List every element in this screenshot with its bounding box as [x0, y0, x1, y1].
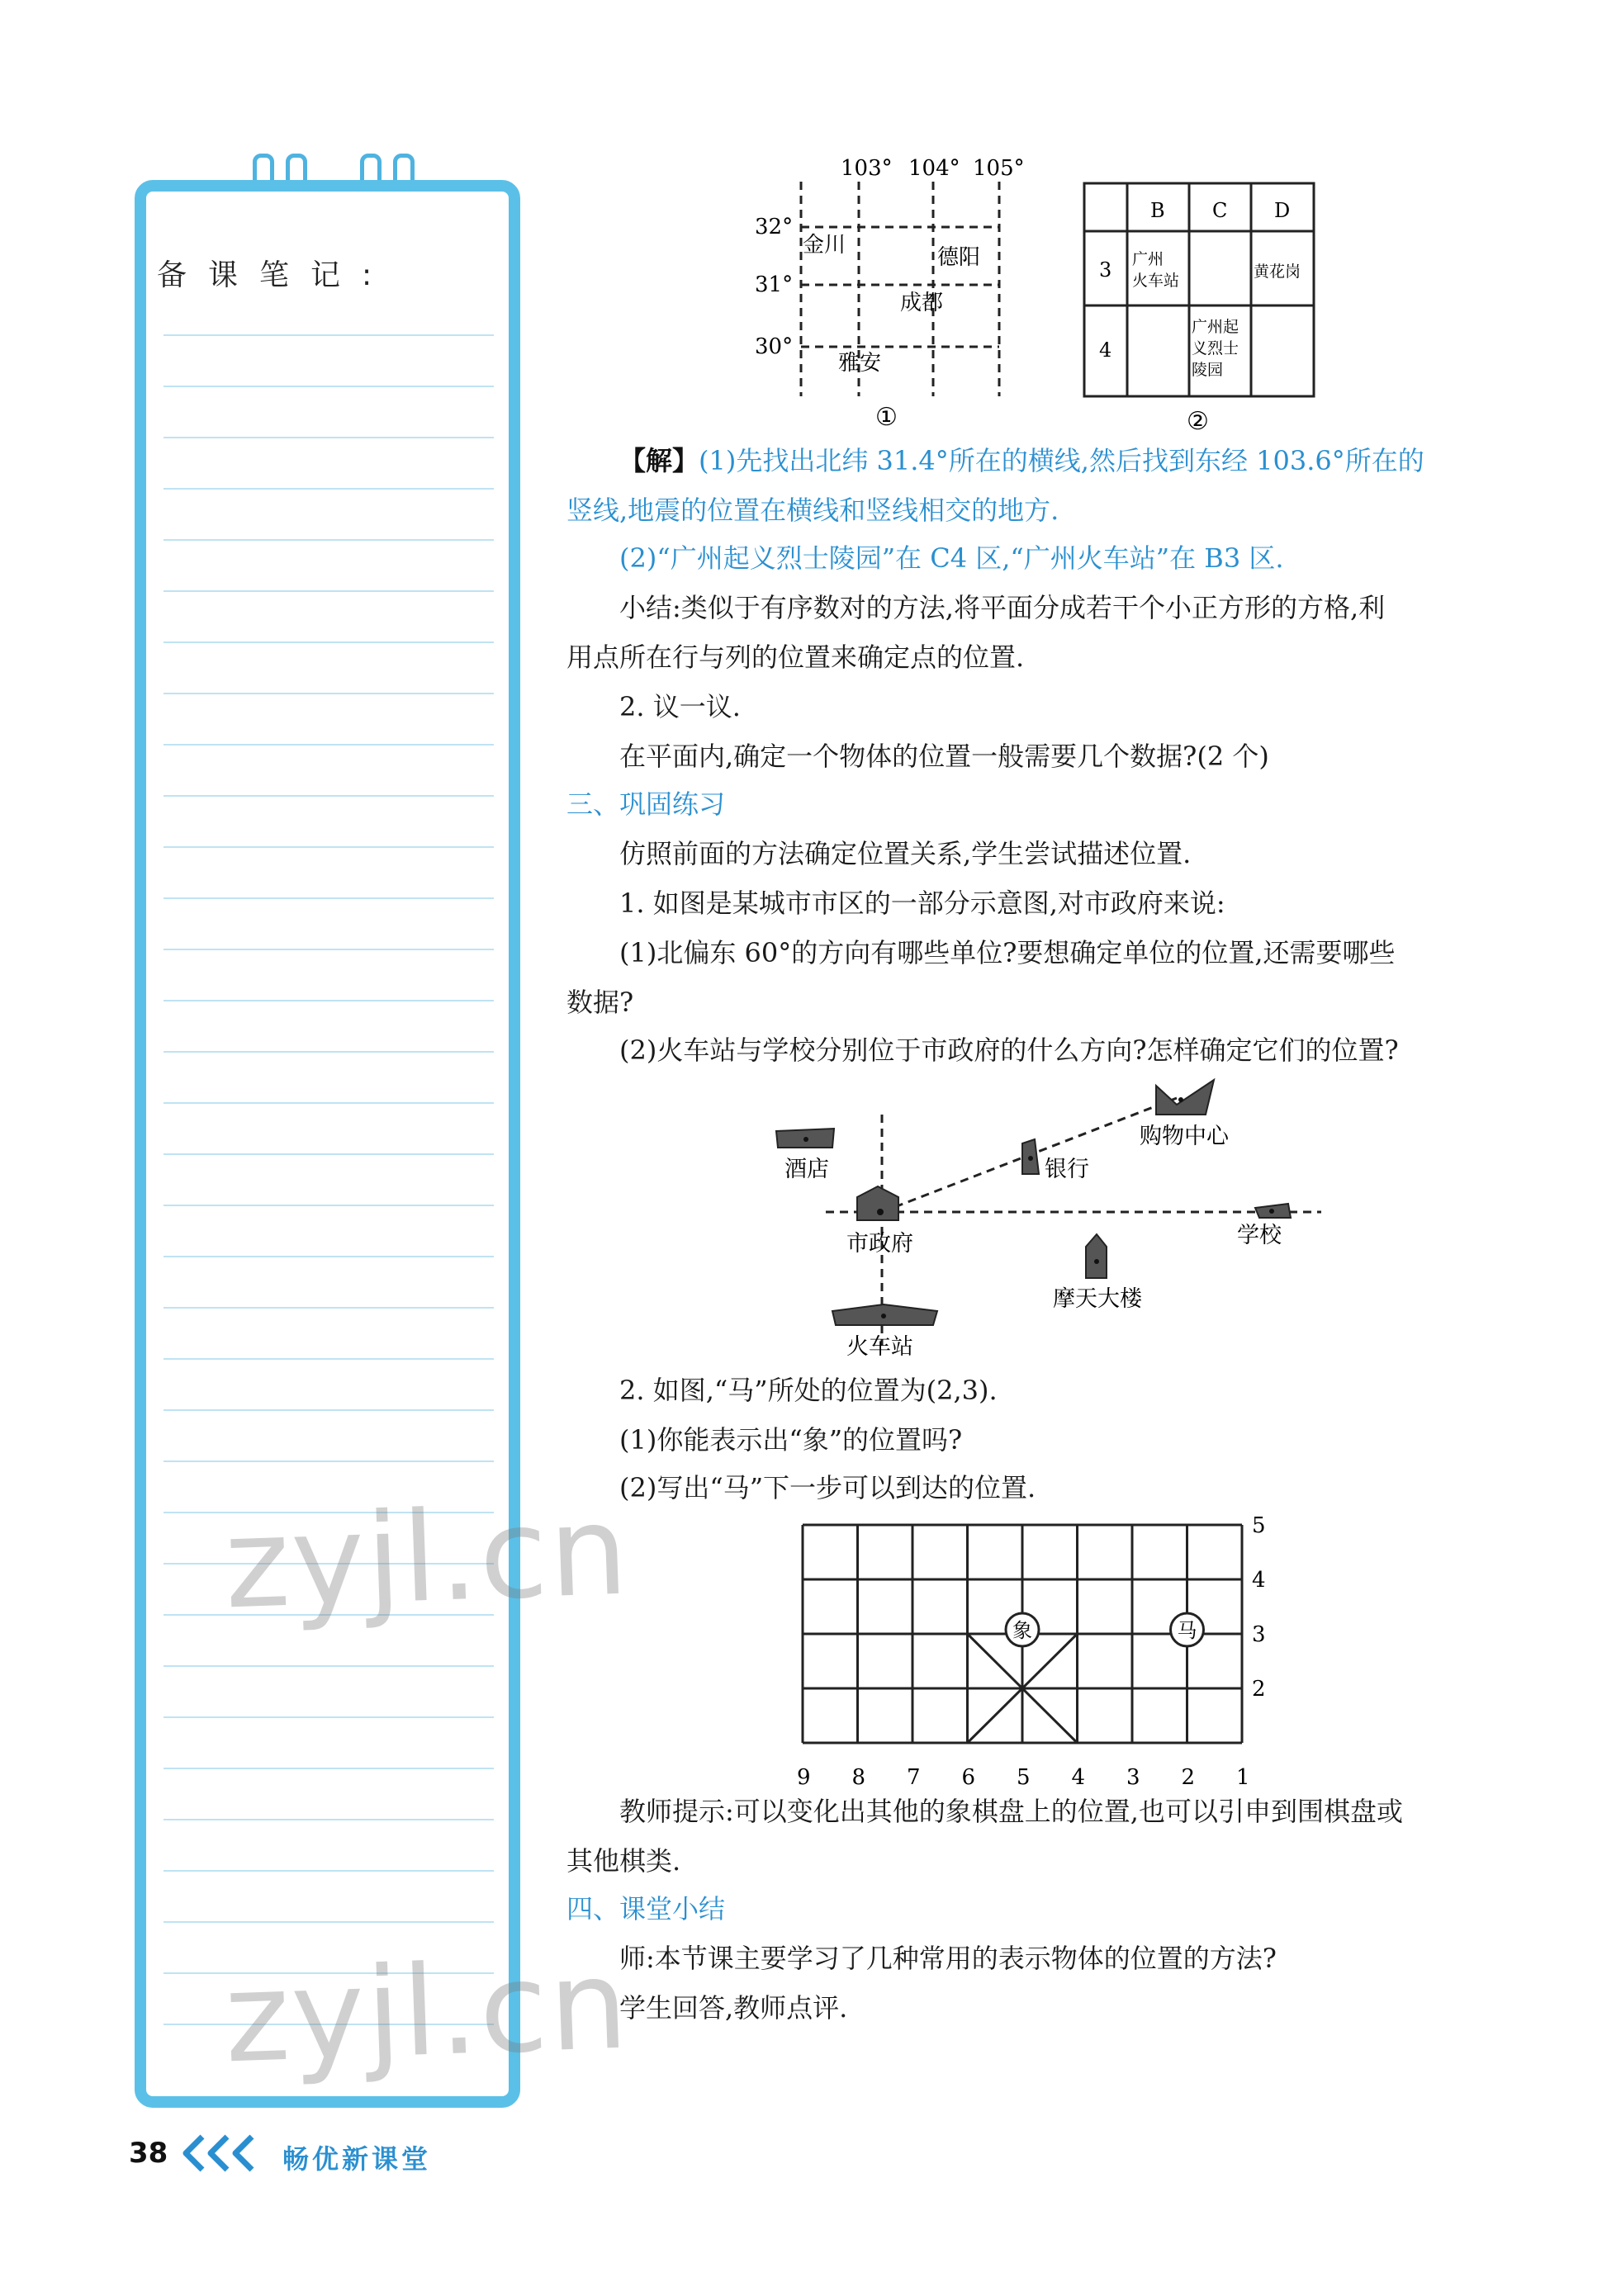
city-hall-icon [857, 1186, 898, 1220]
row-label: 4 [1252, 1568, 1266, 1593]
note-line [164, 1819, 494, 1820]
note-line [164, 693, 494, 694]
map-label-school: 学校 [1237, 1223, 1282, 1248]
row-label: 2 [1252, 1677, 1266, 1702]
note-line [164, 1307, 494, 1309]
figure-region-grid [1078, 182, 1325, 438]
chevrons-icon [178, 2133, 281, 2174]
map-label-shopping: 购物中心 [1140, 1124, 1229, 1149]
question-2-part-1: (1)你能表示出“象”的位置吗? [619, 1424, 963, 1456]
note-line [164, 1153, 494, 1155]
note-line [164, 846, 494, 848]
footer-brand: 畅优新课堂 [282, 2143, 432, 2175]
note-line [164, 488, 494, 490]
summary-teacher: 师:本节课主要学习了几种常用的表示物体的位置的方法? [619, 1943, 1277, 1974]
note-line [164, 1460, 494, 1462]
watermark: zyjl.cn [222, 1933, 632, 2091]
column-label: 5 [1017, 1765, 1031, 1790]
map-label-hotel: 酒店 [784, 1157, 829, 1182]
question-1-part-1-cont: 数据? [566, 987, 634, 1018]
teacher-tip-line-2: 其他棋类. [566, 1845, 681, 1877]
row-label: 3 [1252, 1622, 1266, 1647]
column-label: 7 [907, 1765, 921, 1790]
note-line [164, 386, 494, 387]
note-line [164, 641, 494, 643]
section-heading: 四、课堂小结 [566, 1893, 726, 1924]
longitude-label: 103° [841, 156, 893, 181]
map-label-skyscraper: 摩天大楼 [1053, 1286, 1142, 1312]
note-line [164, 1051, 494, 1053]
solution-text: (1)先找出北纬 31.4°所在的横线,然后找到东经 103.6°所在的 [699, 445, 1424, 476]
column-label: 1 [1236, 1765, 1250, 1790]
figure-caption: ① [875, 403, 898, 432]
city-label: 德阳 [937, 245, 981, 270]
city-map [760, 1073, 1354, 1362]
column-header: C [1212, 199, 1228, 222]
note-line [164, 795, 494, 797]
figure-caption: ② [1187, 407, 1209, 436]
column-label: 4 [1071, 1765, 1086, 1790]
row-label: 5 [1252, 1515, 1266, 1538]
cell-label: 义烈士 [1192, 339, 1239, 357]
discuss-title: 2. 议一议. [619, 691, 741, 722]
skyscraper-icon [1086, 1234, 1107, 1278]
column-label: 3 [1126, 1765, 1140, 1790]
note-line [164, 437, 494, 438]
column-header: B [1150, 199, 1165, 222]
discuss-question: 在平面内,确定一个物体的位置一般需要几个数据?(2 个) [619, 741, 1269, 772]
longitude-label: 105° [973, 156, 1025, 181]
notes-title: 备课笔记: [157, 258, 394, 292]
latitude-label: 32° [755, 215, 794, 239]
map-label-bank: 银行 [1045, 1157, 1089, 1182]
section3-intro: 仿照前面的方法确定位置关系,学生尝试描述位置. [619, 838, 1192, 869]
question-2-part-2: (2)写出“马”下一步可以到达的位置. [619, 1472, 1036, 1503]
column-label: 8 [851, 1765, 866, 1790]
note-line [164, 539, 494, 541]
note-line [164, 334, 494, 336]
cell-label: 火车站 [1132, 272, 1180, 290]
figure-lat-long [743, 149, 1049, 438]
shopping-center-icon [1156, 1080, 1214, 1115]
note-line [164, 897, 494, 899]
question-1: 1. 如图是某城市市区的一部分示意图,对市政府来说: [619, 888, 1225, 919]
solution-tag: 【解】 [619, 445, 699, 476]
chess-board [784, 1515, 1296, 1792]
section-heading: 三、巩固练习 [566, 788, 726, 820]
note-line [164, 590, 494, 592]
question-1-part-1: (1)北偏东 60°的方向有哪些单位?要想确定单位的位置,还需要哪些 [619, 937, 1396, 968]
piece-elephant: 象 [1012, 1619, 1032, 1642]
latitude-label: 31° [755, 272, 794, 297]
cell-label: 广州起 [1192, 318, 1239, 336]
summary-line-1: 小结:类似于有序数对的方法,将平面分成若干个小正方形的方格,利 [619, 592, 1386, 623]
note-line [164, 1665, 494, 1667]
column-label: 9 [797, 1765, 811, 1790]
cell-label: 陵园 [1192, 361, 1224, 379]
note-line [164, 1409, 494, 1411]
note-line [164, 1358, 494, 1360]
note-line [164, 1870, 494, 1872]
map-label-city-hall: 市政府 [846, 1231, 913, 1257]
cell-label: 广州 [1132, 250, 1164, 268]
teacher-tip-line-1: 教师提示:可以变化出其他的象棋盘上的位置,也可以引申到围棋盘或 [619, 1796, 1403, 1827]
solution-line-1 [619, 442, 1424, 480]
cell-label: 黄花岗 [1254, 263, 1301, 281]
solution-line-2: 竖线,地震的位置在横线和竖线相交的地方. [566, 495, 1059, 526]
note-line [164, 1000, 494, 1001]
city-label: 金川 [803, 233, 846, 258]
watermark: zyjl.cn [222, 1479, 632, 1637]
row-header: 4 [1099, 338, 1112, 362]
page-number: 38 [129, 2137, 168, 2170]
question-2: 2. 如图,“马”所处的位置为(2,3). [619, 1375, 998, 1406]
row-header: 3 [1099, 258, 1112, 282]
longitude-label: 104° [908, 156, 960, 181]
column-header: D [1274, 199, 1291, 222]
solution-line-3: (2)“广州起义烈士陵园”在 C4 区,“广州火车站”在 B3 区. [619, 542, 1284, 574]
summary-line-2: 用点所在行与列的位置来确定点的位置. [566, 641, 1025, 673]
note-line [164, 1256, 494, 1257]
note-line [164, 1716, 494, 1718]
column-label: 6 [961, 1765, 976, 1790]
note-line [164, 1102, 494, 1104]
latitude-label: 30° [755, 334, 794, 359]
city-label: 雅安 [838, 351, 882, 376]
note-line [164, 1205, 494, 1206]
note-line [164, 1921, 494, 1923]
note-line [164, 744, 494, 746]
summary-student: 学生回答,教师点评. [619, 1992, 848, 2024]
note-line [164, 1768, 494, 1769]
note-line [164, 949, 494, 950]
map-label-train-station: 火车站 [846, 1334, 913, 1360]
column-label: 2 [1181, 1765, 1196, 1790]
question-1-part-2: (2)火车站与学校分别位于市政府的什么方向?怎样确定它们的位置? [619, 1034, 1399, 1066]
piece-horse: 马 [1177, 1619, 1197, 1642]
city-label: 成都 [900, 291, 944, 315]
